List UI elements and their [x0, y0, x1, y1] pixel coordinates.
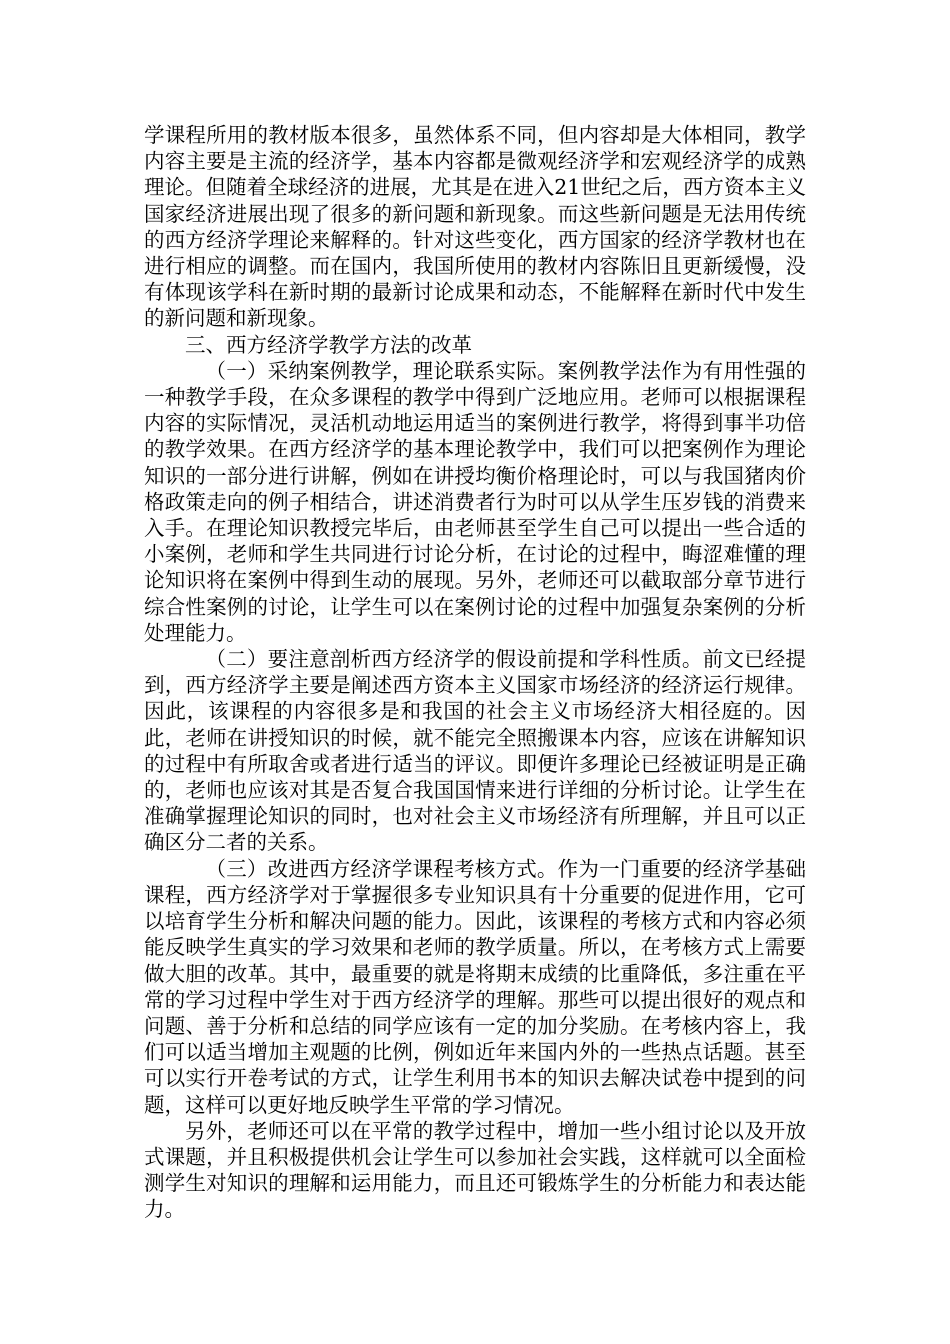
paragraph-assumptions: （二）要注意剖析西方经济学的假设前提和学科性质。前文已经提到，西方经济学主要是阐述西方资本主义国家市场经济的经济运行规律。因此，该课程的内容很多是和我国的社会主义市场经济大相径庭的。因此，老师在讲授知识的时候，就不能完全照搬课本内容，应该在讲解知识的过程中有所取舍或者进行适当的评议。即便许多理论已经被证明是正确的，老师也应该对其是否复合我国国情来进行详细的分析讨论。让学生在准确掌握理论知识的同时，也对社会主义市场经济有所理解，并且可以正确区分二者的关系。: [144, 647, 806, 855]
paragraph-case-teaching: （一）采纳案例教学，理论联系实际。案例教学法作为有用性强的一种教学手段，在众多课程的教学中得到广泛地应用。老师可以根据课程内容的实际情况，灵活机动地运用适当的案例进行教学，将得到事半功倍的教学效果。在西方经济学的基本理论教学中，我们可以把案例作为理论知识的一部分进行讲解，例如在讲授均衡价格理论时，可以与我国猪肉价格政策走向的例子相结合，讲述消费者行为时可以从学生压岁钱的消费来入手。在理论知识教授完毕后，由老师甚至学生自己可以提出一些合适的小案例，老师和学生共同进行讨论分析，在讨论的过程中，晦涩难懂的理论知识将在案例中得到生动的展现。另外，老师还可以截取部分章节进行综合性案例的讨论，让学生可以在案例讨论的过程中加强复杂案例的分析处理能力。: [144, 358, 806, 645]
paragraph-continuation: 学课程所用的教材版本很多，虽然体系不同，但内容却是大体相同，教学内容主要是主流的经济学，基本内容都是微观经济学和宏观经济学的成熟理论。但随着全球经济的进展，尤其是在进入21世纪之后，西方资本主义国家经济进展出现了很多的新问题和新现象。而这些新问题是无法用传统的西方经济学理论来解释的。针对这些变化，西方国家的经济学教材也在进行相应的调整。而在国内，我国所使用的教材内容陈旧且更新缓慢，没有体现该学科在新时期的最新讨论成果和动态，不能解释在新时代中发生的新问题和新现象。: [144, 123, 806, 331]
paragraph-additional: 另外，老师还可以在平常的教学过程中，增加一些小组讨论以及开放式课题，并且积极提供机会让学生可以参加社会实践，这样就可以全面检测学生对知识的理解和运用能力，而且还可锻炼学生的分析能力和表达能力。: [144, 1118, 806, 1222]
paragraph-assessment: （三）改进西方经济学课程考核方式。作为一门重要的经济学基础课程，西方经济学对于掌握很多专业知识具有十分重要的促进作用，它可以培育学生分析和解决问题的能力。因此，该课程的考核方式和内容必须能反映学生真实的学习效果和老师的教学质量。所以，在考核方式上需要做大胆的改革。其中，最重要的就是将期末成绩的比重降低，多注重在平常的学习过程中学生对于西方经济学的理解。那些可以提出很好的观点和问题、善于分析和总结的同学应该有一定的加分奖励。在考核内容上，我们可以适当增加主观题的比例，例如近年来国内外的一些热点话题。甚至可以实行开卷考试的方式，让学生利用书本的知识去解决试卷中提到的问题，这样可以更好地反映学生平常的学习情况。: [144, 856, 806, 1117]
section-heading: 三、西方经济学教学方法的改革: [185, 332, 472, 357]
document-body: [144, 122, 806, 1223]
